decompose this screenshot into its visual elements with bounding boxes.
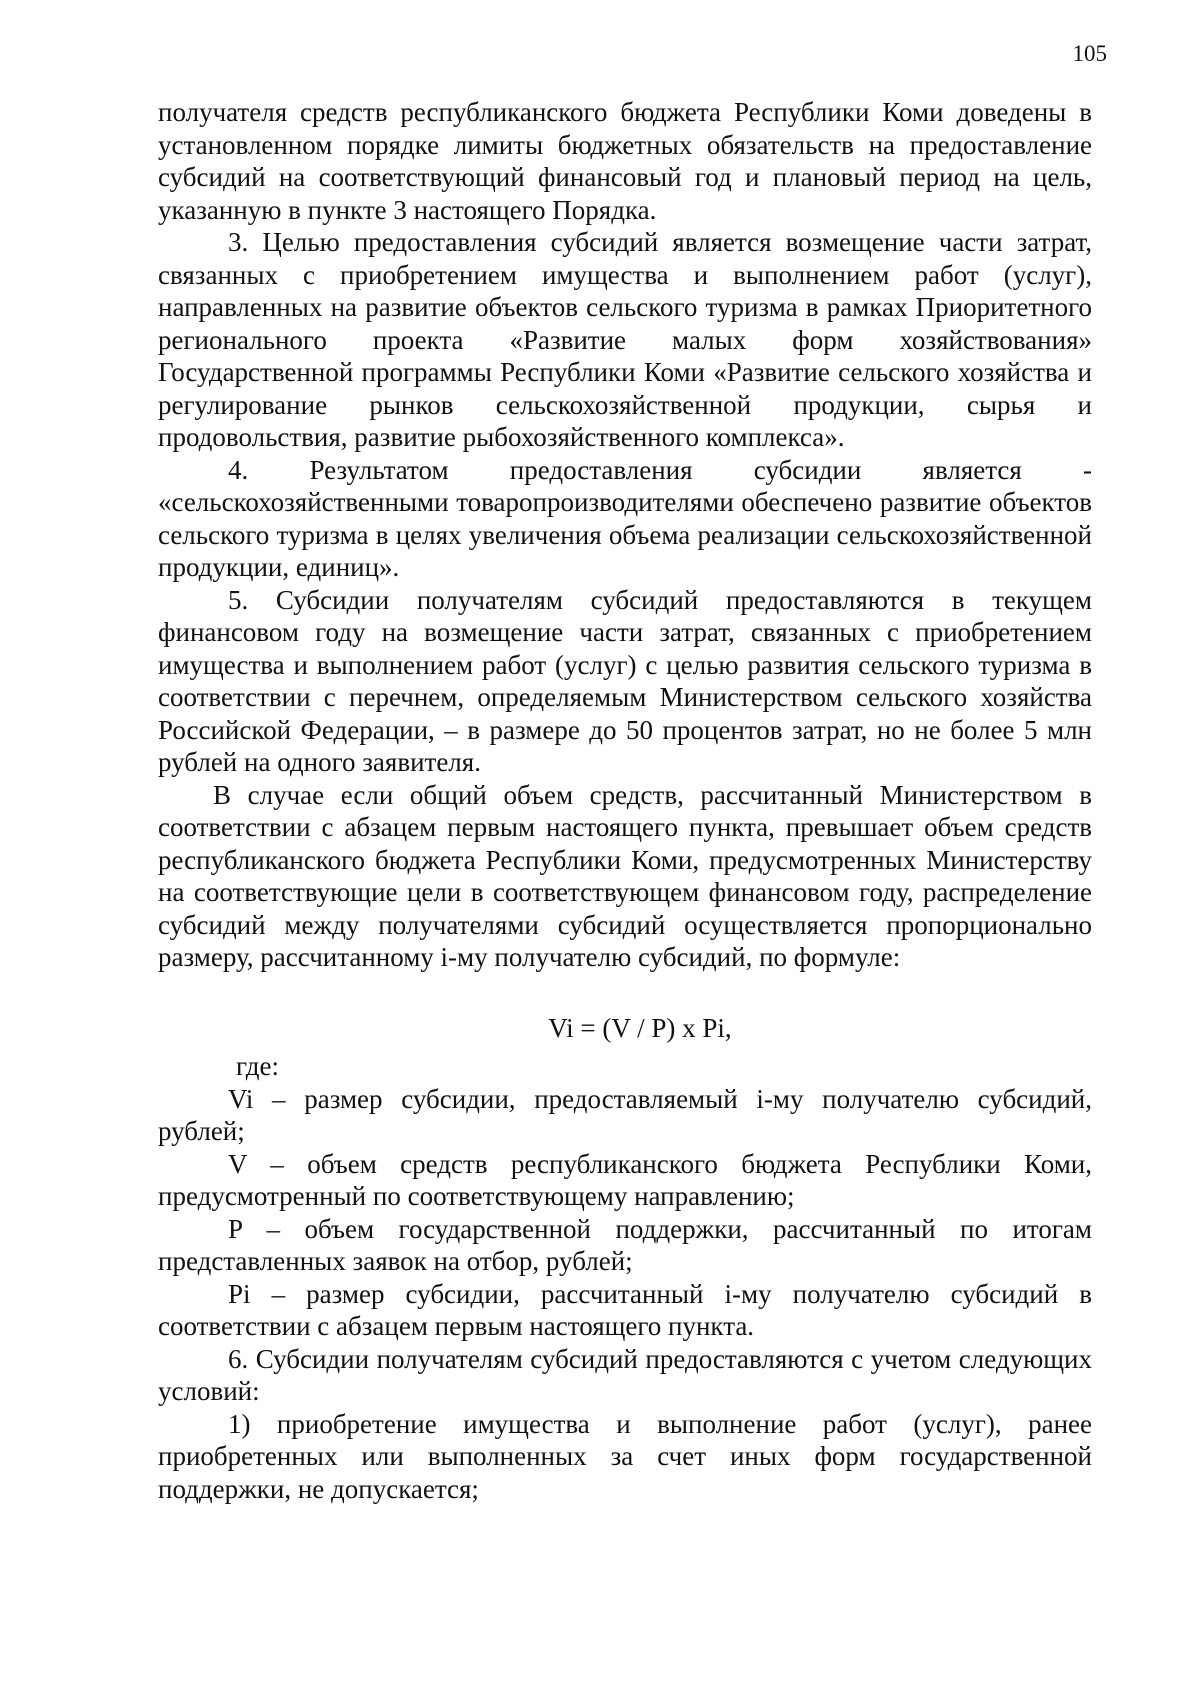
formula-where-label: где: xyxy=(236,1051,279,1081)
page-number: 105 xyxy=(1072,41,1107,66)
paragraph-item-6: 6. Субсидии получателям субсидий предоставляются с учетом следующих условий: xyxy=(158,1343,1092,1406)
paragraph-item-3: 3. Целью предоставления субсидий является возмещение части затрат, связанных с приобретением имущества и выполнением работ (услуг), направленных на развитие объектов сельского туризма в рамках Приоритетного регионального проекта «Развитие малых форм хозяйствования» Государственной программы Республики Коми «Развитие сельского хозяйства и регулирование рынков сельскохозяйственной продукции, сырья и продовольствия, развитие рыбохозяйственного комплекса». xyxy=(158,227,1092,452)
document-body xyxy=(158,96,1092,1505)
definition-pi: Pi – размер субсидии, рассчитанный i-му получателю субсидий в соответствии с абзацем первым настоящего пункта. xyxy=(158,1278,1092,1341)
definition-v: V – объем средств республиканского бюджета Республики Коми, предусмотренный по соответствующему направлению; xyxy=(158,1148,1092,1211)
paragraph-subitem-1: 1) приобретение имущества и выполнение работ (услуг), ранее приобретенных или выполненных за счет иных форм государственной поддержки, не допускается; xyxy=(158,1408,1092,1504)
definition-p: P – объем государственной поддержки, рассчитанный по итогам представленных заявок на отбор, рублей; xyxy=(158,1213,1092,1276)
paragraph-continuation: получателя средств республиканского бюджета Республики Коми доведены в установленном порядке лимиты бюджетных обязательств на предоставление субсидий на соответствующий финансовый год и плановый период на цель, указанную в пункте 3 настоящего Порядка. xyxy=(158,97,1092,225)
paragraph-item-5: 5. Субсидии получателям субсидий предоставляются в текущем финансовом году на возмещение части затрат, связанных с приобретением имущества и выполнением работ (услуг) с целью развития сельского туризма в соответствии с перечнем, определяемым Министерством сельского хозяйства Российской Федерации, – в размере до 50 процентов затрат, но не более 5 млн рублей на одного заявителя. xyxy=(158,584,1092,777)
paragraph-distribution: В случае если общий объем средств, рассчитанный Министерством в соответствии с абзацем первым настоящего пункта, превышает объем средств республиканского бюджета Республики Коми, предусмотренных Министерству на соответствующие цели в соответствующем финансовом году, распределение субсидий между получателями субсидий осуществляется пропорционально размеру, рассчитанному i-му получателю субсидий, по формуле: xyxy=(158,779,1092,972)
paragraph-item-4: 4. Результатом предоставления субсидии является - «сельскохозяйственными товаропроизводителями обеспечено развитие объектов сельского туризма в целях увеличения объема реализации сельскохозяйственной продукции, единиц». xyxy=(158,454,1092,582)
formula: Vi = (V / P) x Pi, xyxy=(548,1012,732,1043)
definition-vi: Vi – размер субсидии, предоставляемый i-му получателю субсидий, рублей; xyxy=(158,1083,1092,1146)
